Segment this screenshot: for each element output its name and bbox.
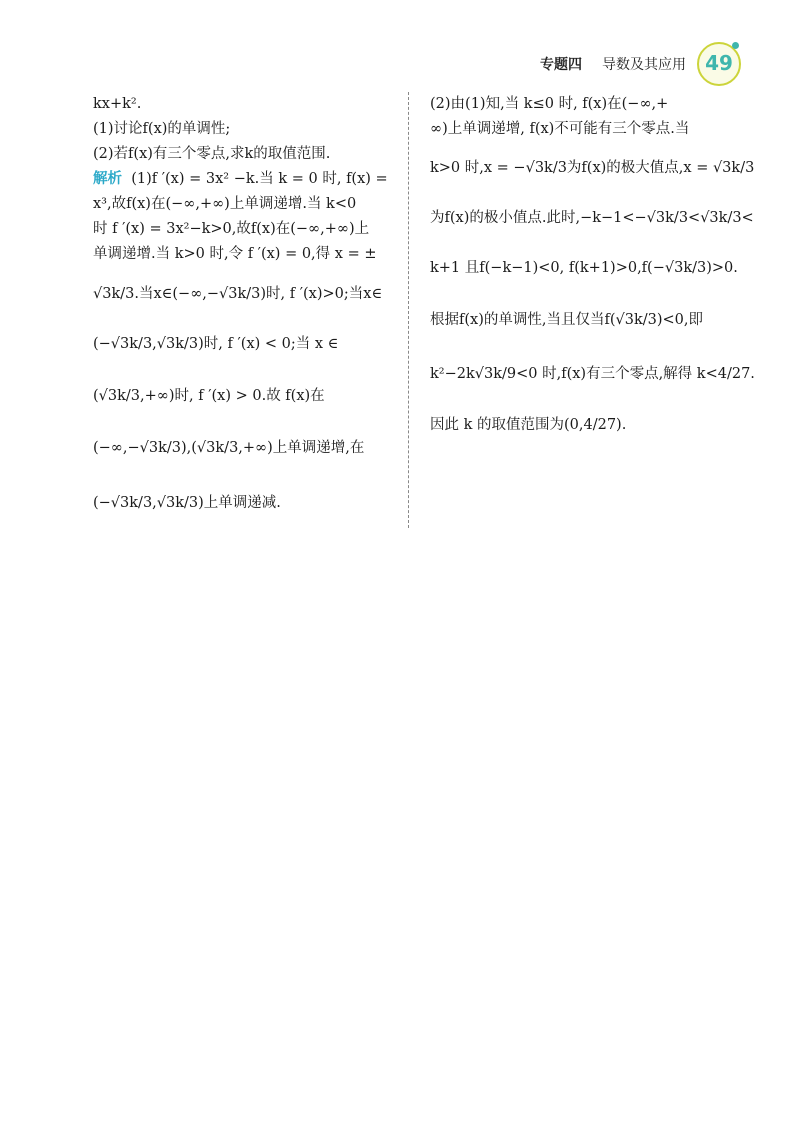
line bbox=[93, 94, 141, 114]
topic-label: 专题四 bbox=[540, 57, 582, 73]
line: k²−2k√3k/9<0 时,f(x)有三个零点,解得 k<4/27. bbox=[430, 366, 755, 382]
question-part-1: (1)讨论f(x)的单调性; bbox=[93, 121, 231, 137]
line: (−√3k/3,√3k/3)时, f ′(x) < 0;当 x ∈ bbox=[93, 336, 339, 352]
line: 时 f ′(x) = 3x²−k>0,故f(x)在(−∞,+∞)上 bbox=[93, 221, 370, 237]
line: (2)由(1)知,当 k≤0 时, f(x)在(−∞,+ bbox=[430, 96, 669, 112]
column-divider bbox=[408, 92, 409, 528]
page-number: 49 bbox=[705, 51, 733, 75]
badge-dot-icon bbox=[732, 42, 739, 49]
page-header bbox=[0, 48, 800, 84]
chapter-title: 导数及其应用 bbox=[602, 57, 686, 73]
line: 为f(x)的极小值点.此时,−k−1<−√3k/3<√3k/3< bbox=[430, 210, 754, 226]
line: 因此 k 的取值范围为(0,4/27). bbox=[430, 417, 627, 433]
page-number-badge bbox=[697, 42, 741, 86]
text: kx+k². bbox=[93, 96, 142, 112]
analysis-line: 解析 (1)f ′(x) = 3x² −k.当 k = 0 时, f(x) = bbox=[93, 171, 388, 187]
question-part-2: (2)若f(x)有三个零点,求k的取值范围. bbox=[93, 146, 331, 162]
line: x³,故f(x)在(−∞,+∞)上单调递增.当 k<0 bbox=[93, 196, 357, 212]
analysis-label: 解析 bbox=[93, 171, 122, 187]
line: ∞)上单调递增, f(x)不可能有三个零点.当 bbox=[430, 121, 690, 137]
line: 根据f(x)的单调性,当且仅当f(√3k/3)<0,即 bbox=[430, 312, 703, 328]
line: 单调递增.当 k>0 时,令 f ′(x) = 0,得 x = ± bbox=[93, 246, 377, 262]
line: k+1 且f(−k−1)<0, f(k+1)>0,f(−√3k/3)>0. bbox=[430, 260, 738, 276]
line: k>0 时,x = −√3k/3为f(x)的极大值点,x = √3k/3 bbox=[430, 160, 755, 176]
line: √3k/3.当x∈(−∞,−√3k/3)时, f ′(x)>0;当x∈ bbox=[93, 286, 383, 302]
line: (−∞,−√3k/3),(√3k/3,+∞)上单调递增,在 bbox=[93, 440, 365, 456]
line: (−√3k/3,√3k/3)上单调递减. bbox=[93, 495, 281, 511]
line: (√3k/3,+∞)时, f ′(x) > 0.故 f(x)在 bbox=[93, 388, 325, 404]
